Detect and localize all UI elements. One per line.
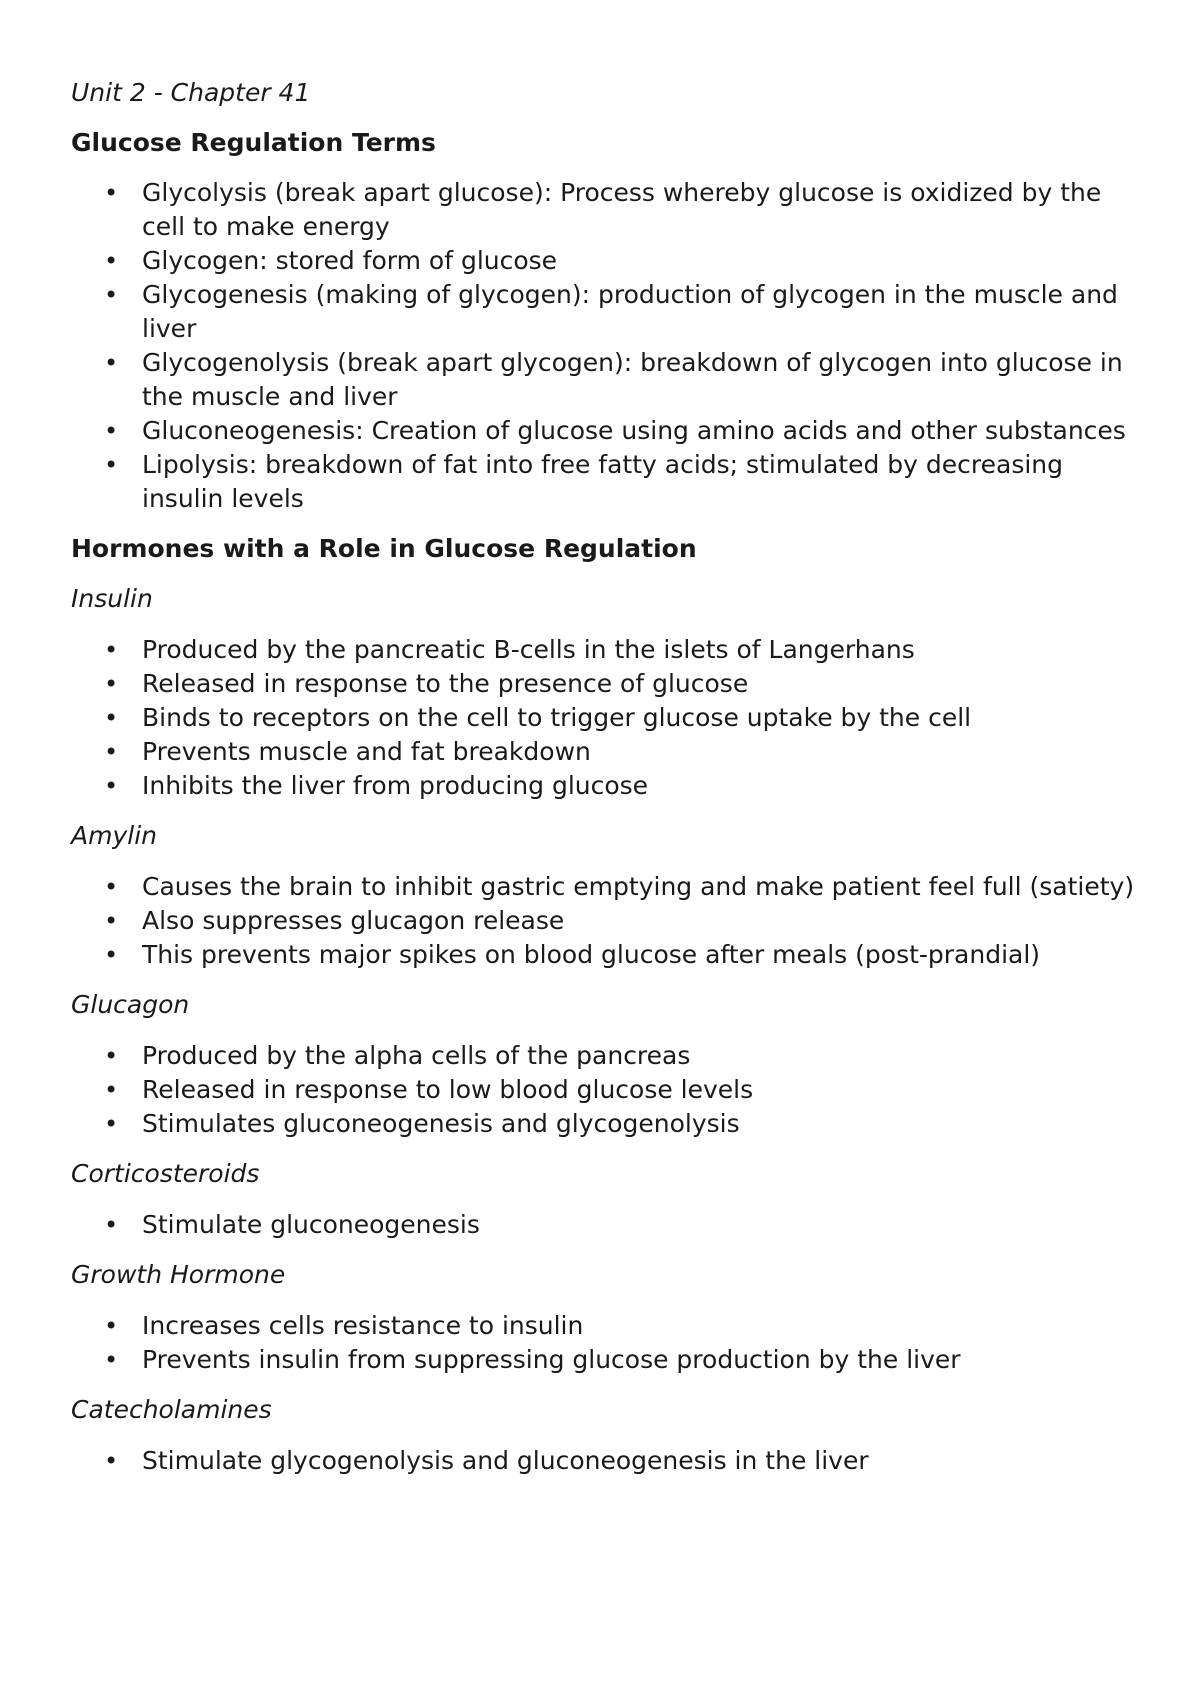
catecholamines-list bbox=[71, 1444, 1140, 1478]
list-item: • Stimulate glycogenolysis and gluconeogenesis in the liver bbox=[71, 1444, 1140, 1478]
list-item: • Produced by the pancreatic B-cells in the islets of Langerhans bbox=[71, 633, 1140, 667]
list-item: • Prevents insulin from suppressing glucose production by the liver bbox=[71, 1343, 1140, 1377]
corticosteroids-list bbox=[71, 1208, 1140, 1242]
list-item: • Glycogenesis (making of glycogen): production of glycogen in the muscle and liver bbox=[71, 278, 1140, 346]
list-item: • Glycogen: stored form of glucose bbox=[71, 244, 1140, 278]
list-item: • Gluconeogenesis: Creation of glucose using amino acids and other substances bbox=[71, 414, 1140, 448]
list-item: • Causes the brain to inhibit gastric emptying and make patient feel full (satiety) bbox=[71, 870, 1140, 904]
list-item: • Also suppresses glucagon release bbox=[71, 904, 1140, 938]
growth-hormone-list bbox=[71, 1309, 1140, 1377]
hormone-heading-corticosteroids: Corticosteroids bbox=[71, 1159, 260, 1188]
hormone-heading-insulin: Insulin bbox=[71, 584, 153, 613]
glucagon-list bbox=[71, 1039, 1140, 1141]
insulin-list bbox=[71, 633, 1140, 803]
hormone-heading-growth-hormone: Growth Hormone bbox=[71, 1260, 286, 1289]
list-item: • Produced by the alpha cells of the pancreas bbox=[71, 1039, 1140, 1073]
section-heading-terms: Glucose Regulation Terms bbox=[71, 128, 436, 157]
list-item: • Stimulate gluconeogenesis bbox=[71, 1208, 1140, 1242]
list-item: • Inhibits the liver from producing glucose bbox=[71, 769, 1140, 803]
list-item: • Released in response to low blood glucose levels bbox=[71, 1073, 1140, 1107]
amylin-list bbox=[71, 870, 1140, 972]
hormone-heading-glucagon: Glucagon bbox=[71, 990, 190, 1019]
list-item: • This prevents major spikes on blood glucose after meals (post-prandial) bbox=[71, 938, 1140, 972]
hormone-heading-catecholamines: Catecholamines bbox=[71, 1395, 272, 1424]
list-item: • Lipolysis: breakdown of fat into free fatty acids; stimulated by decreasing insulin levels bbox=[71, 448, 1140, 516]
hormone-heading-amylin: Amylin bbox=[71, 821, 157, 850]
terms-list bbox=[71, 176, 1140, 516]
unit-title: Unit 2 - Chapter 41 bbox=[71, 78, 311, 107]
list-item: • Stimulates gluconeogenesis and glycogenolysis bbox=[71, 1107, 1140, 1141]
list-item: • Binds to receptors on the cell to trigger glucose uptake by the cell bbox=[71, 701, 1140, 735]
list-item: • Prevents muscle and fat breakdown bbox=[71, 735, 1140, 769]
section-heading-hormones: Hormones with a Role in Glucose Regulation bbox=[71, 534, 697, 563]
list-item: • Released in response to the presence of glucose bbox=[71, 667, 1140, 701]
list-item: • Increases cells resistance to insulin bbox=[71, 1309, 1140, 1343]
list-item: • Glycolysis (break apart glucose): Process whereby glucose is oxidized by the cell to make energy bbox=[71, 176, 1140, 244]
list-item: • Glycogenolysis (break apart glycogen): breakdown of glycogen into glucose in the muscle and liver bbox=[71, 346, 1140, 414]
